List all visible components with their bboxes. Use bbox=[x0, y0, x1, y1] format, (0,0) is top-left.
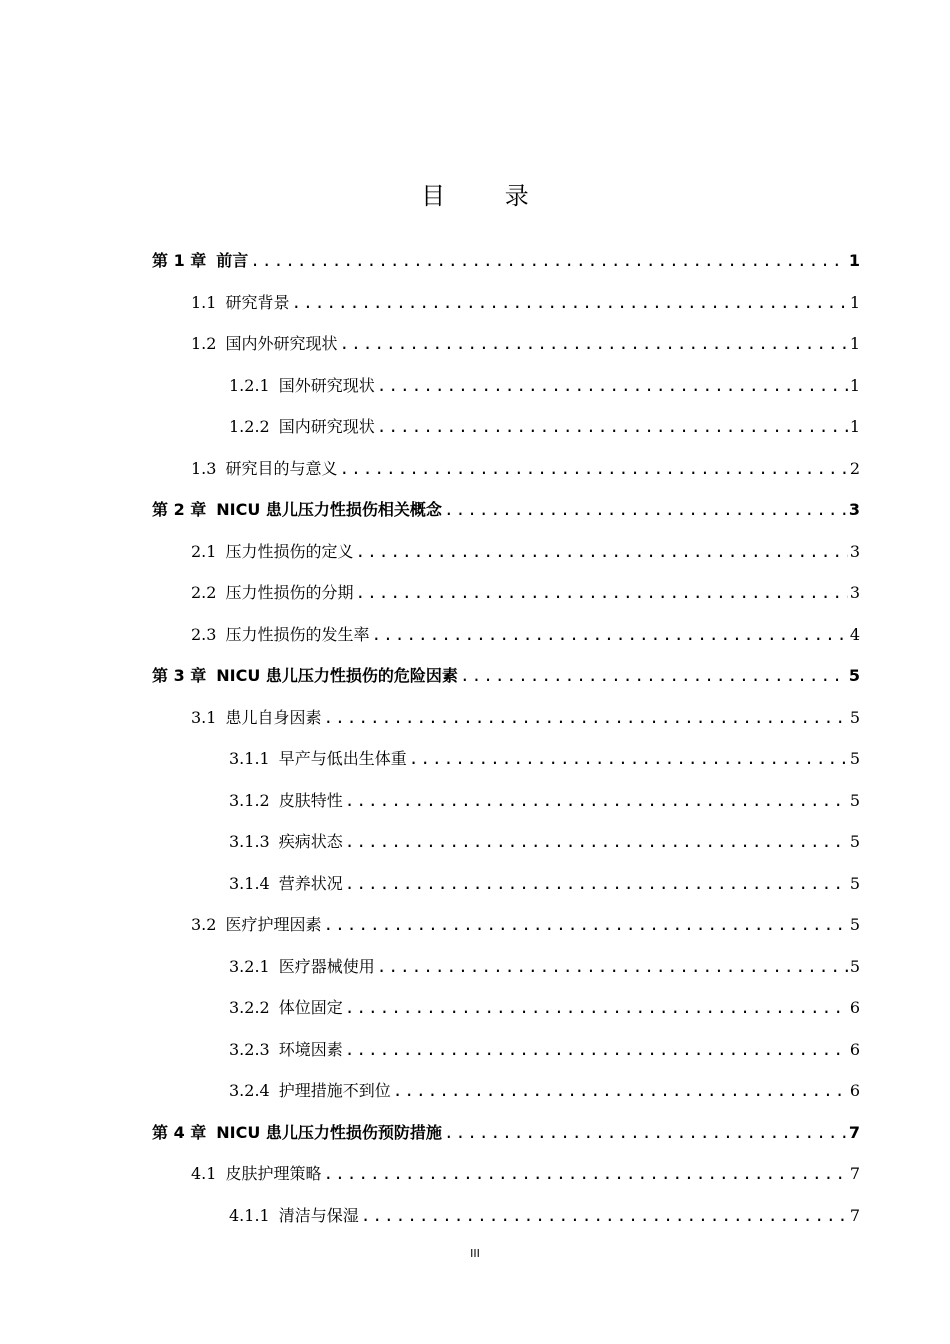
toc-list bbox=[152, 244, 860, 1240]
toc-entry-title: 医疗器械使用 bbox=[278, 956, 375, 976]
toc-entry-level-2[interactable] bbox=[152, 452, 860, 494]
toc-entry-page: 5 bbox=[848, 666, 860, 685]
toc-entry-level-1[interactable] bbox=[152, 244, 860, 286]
toc-entry-title: 压力性损伤的发生率 bbox=[225, 624, 370, 644]
toc-entry-number: 1.2.2 bbox=[229, 417, 270, 436]
toc-entry-title: 研究目的与意义 bbox=[225, 458, 338, 478]
toc-dot-leader bbox=[409, 742, 848, 776]
toc-entry-level-2[interactable] bbox=[152, 286, 860, 328]
toc-dot-leader bbox=[345, 991, 848, 1025]
toc-dot-leader bbox=[377, 369, 848, 403]
toc-entry-title: NICU 患儿压力性损伤相关概念 bbox=[216, 500, 442, 519]
toc-entry-level-3[interactable] bbox=[152, 950, 860, 992]
toc-dot-leader bbox=[444, 493, 847, 527]
toc-entry-title: 环境因素 bbox=[278, 1039, 343, 1059]
toc-entry-number: 4.1 bbox=[191, 1164, 217, 1183]
toc-entry-level-3[interactable] bbox=[152, 825, 860, 867]
toc-entry-level-1[interactable] bbox=[152, 1116, 860, 1158]
toc-entry-title: 护理措施不到位 bbox=[278, 1081, 391, 1100]
toc-entry-title: 早产与低出生体重 bbox=[278, 749, 407, 768]
toc-entry-number: 1.2.1 bbox=[229, 375, 270, 395]
toc-entry-page: 1 bbox=[849, 292, 860, 312]
toc-dot-leader bbox=[355, 535, 847, 569]
toc-entry-title: 国内外研究现状 bbox=[225, 334, 338, 353]
toc-entry-page: 3 bbox=[849, 583, 860, 602]
toc-entry-title: 患儿自身因素 bbox=[225, 707, 322, 727]
toc-entry-number: 第 2 章 bbox=[152, 500, 207, 519]
toc-entry-title: 国外研究现状 bbox=[278, 375, 375, 395]
toc-entry-title: 前言 bbox=[216, 251, 249, 270]
toc-entry-level-3[interactable] bbox=[152, 784, 860, 826]
toc-entry-number: 2.3 bbox=[191, 624, 217, 644]
toc-dot-leader bbox=[371, 618, 847, 652]
toc-dot-leader bbox=[355, 576, 847, 610]
toc-entry-page: 5 bbox=[849, 832, 860, 851]
toc-entry-title: 压力性损伤的定义 bbox=[225, 541, 354, 561]
toc-dot-leader bbox=[361, 1199, 848, 1233]
toc-entry-level-1[interactable] bbox=[152, 493, 860, 535]
toc-entry-page: 6 bbox=[849, 1081, 860, 1100]
toc-entry-page: 5 bbox=[849, 790, 860, 810]
toc-entry-title: 压力性损伤的分期 bbox=[225, 583, 354, 602]
toc-entry-level-2[interactable] bbox=[152, 576, 860, 618]
toc-entry-number: 3.2 bbox=[191, 915, 217, 934]
toc-entry-title: 皮肤护理策略 bbox=[225, 1164, 322, 1183]
toc-entry-page: 3 bbox=[848, 500, 860, 519]
toc-dot-leader bbox=[444, 1116, 847, 1150]
toc-entry-title: NICU 患儿压力性损伤的危险因素 bbox=[216, 666, 458, 685]
toc-entry-level-3[interactable] bbox=[152, 1199, 860, 1241]
toc-entry-level-2[interactable] bbox=[152, 618, 860, 660]
toc-entry-number: 1.2 bbox=[191, 334, 217, 353]
toc-entry-title: 清洁与保湿 bbox=[278, 1205, 359, 1225]
toc-entry-page: 5 bbox=[849, 707, 860, 727]
toc-entry-title: NICU 患儿压力性损伤预防措施 bbox=[216, 1122, 442, 1142]
toc-entry-number: 2.1 bbox=[191, 541, 217, 561]
toc-entry-page: 3 bbox=[849, 541, 860, 561]
toc-entry-number: 3.1 bbox=[191, 707, 217, 727]
toc-entry-level-2[interactable] bbox=[152, 701, 860, 743]
toc-dot-leader bbox=[377, 950, 848, 984]
toc-entry-number: 3.2.3 bbox=[229, 1039, 270, 1059]
toc-entry-page: 1 bbox=[848, 251, 860, 270]
toc-entry-page: 5 bbox=[849, 749, 860, 768]
toc-entry-number: 第 4 章 bbox=[152, 1122, 207, 1142]
toc-dot-leader bbox=[323, 908, 847, 942]
toc-entry-number: 3.1.3 bbox=[229, 832, 270, 851]
toc-entry-title: 研究背景 bbox=[225, 292, 290, 312]
toc-entry-title: 体位固定 bbox=[278, 998, 343, 1017]
toc-entry-level-3[interactable] bbox=[152, 369, 860, 411]
toc-entry-number: 2.2 bbox=[191, 583, 217, 602]
toc-entry-level-2[interactable] bbox=[152, 535, 860, 577]
toc-entry-number: 1.1 bbox=[191, 292, 217, 312]
toc-entry-number: 3.1.4 bbox=[229, 873, 270, 893]
toc-entry-level-2[interactable] bbox=[152, 1157, 860, 1199]
toc-entry-page: 1 bbox=[849, 334, 860, 353]
toc-entry-page: 4 bbox=[849, 624, 860, 644]
toc-dot-leader bbox=[339, 452, 847, 486]
toc-entry-level-3[interactable] bbox=[152, 991, 860, 1033]
toc-dot-leader bbox=[345, 784, 848, 818]
toc-entry-title: 皮肤特性 bbox=[278, 790, 343, 810]
toc-title: 目 录 bbox=[421, 182, 555, 210]
toc-entry-page: 6 bbox=[849, 998, 860, 1017]
toc-entry-number: 3.1.2 bbox=[229, 790, 270, 810]
toc-dot-leader bbox=[345, 825, 848, 859]
toc-entry-title: 疾病状态 bbox=[278, 832, 343, 851]
toc-dot-leader bbox=[377, 410, 848, 444]
toc-entry-title: 营养状况 bbox=[278, 873, 343, 893]
toc-entry-page: 7 bbox=[848, 1122, 860, 1142]
toc-entry-title: 医疗护理因素 bbox=[225, 915, 322, 934]
toc-dot-leader bbox=[323, 701, 847, 735]
toc-dot-leader bbox=[291, 286, 847, 320]
toc-entry-level-2[interactable] bbox=[152, 327, 860, 369]
toc-entry-number: 1.3 bbox=[191, 458, 217, 478]
toc-entry-page: 7 bbox=[849, 1164, 860, 1183]
toc-entry-page: 6 bbox=[849, 1039, 860, 1059]
toc-dot-leader bbox=[345, 867, 848, 901]
toc-entry-number: 4.1.1 bbox=[229, 1205, 270, 1225]
toc-entry-number: 3.1.1 bbox=[229, 749, 270, 768]
toc-entry-page: 7 bbox=[849, 1205, 860, 1225]
toc-entry-level-2[interactable] bbox=[152, 908, 860, 950]
toc-entry-level-3[interactable] bbox=[152, 410, 860, 452]
toc-entry-number: 第 3 章 bbox=[152, 666, 207, 685]
page-number: III bbox=[470, 1247, 480, 1260]
toc-entry-number: 第 1 章 bbox=[152, 251, 207, 270]
toc-entry-page: 1 bbox=[849, 417, 860, 436]
toc-entry-level-3[interactable] bbox=[152, 742, 860, 784]
toc-entry-title: 国内研究现状 bbox=[278, 417, 375, 436]
toc-entry-level-3[interactable] bbox=[152, 867, 860, 909]
toc-dot-leader bbox=[250, 244, 847, 278]
toc-entry-number: 3.2.2 bbox=[229, 998, 270, 1017]
toc-dot-leader bbox=[345, 1033, 848, 1067]
toc-entry-number: 3.2.1 bbox=[229, 956, 270, 976]
toc-entry-level-3[interactable] bbox=[152, 1033, 860, 1075]
toc-dot-leader bbox=[323, 1157, 847, 1191]
toc-entry-page: 5 bbox=[849, 915, 860, 934]
toc-dot-leader bbox=[460, 659, 847, 693]
toc-entry-page: 1 bbox=[849, 375, 860, 395]
toc-dot-leader bbox=[393, 1074, 848, 1108]
toc-dot-leader bbox=[339, 327, 847, 361]
toc-entry-page: 2 bbox=[849, 458, 860, 478]
toc-entry-level-1[interactable] bbox=[152, 659, 860, 701]
toc-entry-level-3[interactable] bbox=[152, 1074, 860, 1116]
toc-entry-page: 5 bbox=[849, 956, 860, 976]
toc-entry-number: 3.2.4 bbox=[229, 1081, 270, 1100]
toc-entry-page: 5 bbox=[849, 873, 860, 893]
